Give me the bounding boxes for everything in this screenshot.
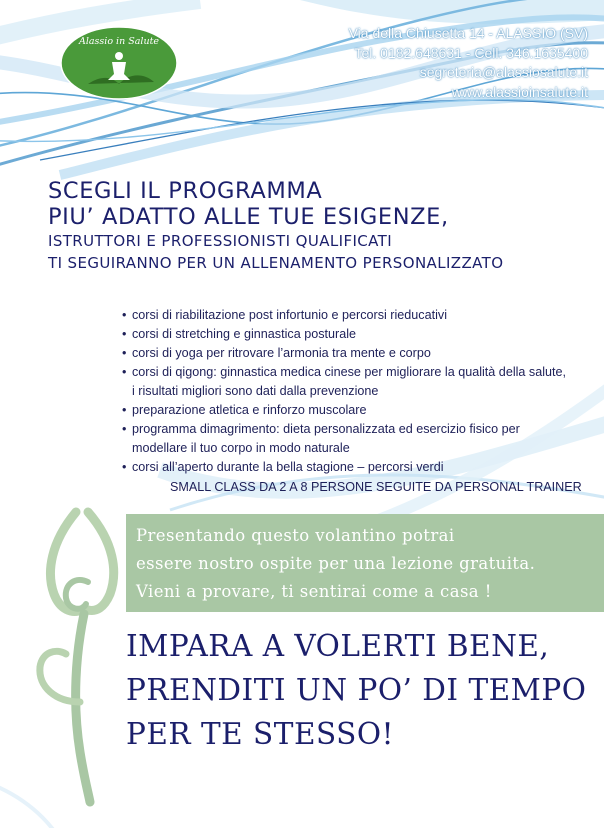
email-link[interactable]: segreteria@alassiosalute.it	[419, 64, 588, 80]
tagline-line-2: PRENDITI UN PO’ DI TEMPO	[126, 673, 587, 707]
alassio-in-salute-logo	[58, 24, 180, 102]
course-text: corsi di yoga per ritrovare l’armonia tra mente e corpo	[132, 346, 431, 360]
course-list	[124, 306, 602, 477]
tagline-line-3: PER TE STESSO!	[126, 717, 394, 751]
promo-line-3: Vieni a provare, ti sentirai come a casa !	[136, 582, 492, 601]
headline-line-2: PIU’ ADATTO ALLE TUE ESIGENZE,	[48, 204, 449, 230]
phone-numbers: Tel. 0182.648631 - Cell. 346.1635400	[354, 44, 588, 61]
course-text: corsi di stretching e ginnastica posturale	[132, 327, 357, 341]
course-item	[124, 325, 602, 344]
course-text-continued: modellare il tuo corpo in modo naturale	[132, 441, 350, 455]
headline-line-1: SCEGLI IL PROGRAMMA	[48, 178, 323, 204]
promo-line-1: Presentando questo volantino potrai	[136, 526, 455, 545]
course-item	[124, 363, 602, 401]
tagline	[126, 624, 586, 756]
logo-text: Alassio in Salute	[78, 36, 160, 47]
address: Via della Chiusetta 14 - ALASSIO (SV)	[348, 25, 588, 41]
course-item	[124, 306, 602, 325]
course-text: corsi all’aperto durante la bella stagione – percorsi verdi	[132, 460, 444, 474]
course-item	[124, 420, 602, 458]
yoga-tree-pose-icon	[26, 502, 136, 808]
headline-line-3: ISTRUTTORI E PROFESSIONISTI QUALIFICATI	[48, 232, 393, 250]
headline-line-4: TI SEGUIRANNO PER UN ALLENAMENTO PERSONALIZZATO	[48, 254, 504, 272]
headline	[48, 178, 503, 274]
course-text: programma dimagrimento: dieta personalizzata ed esercizio fisico per	[132, 422, 520, 436]
promo-line-2: essere nostro ospite per una lezione gratuita.	[136, 554, 536, 573]
promo-box	[126, 514, 604, 612]
course-text: corsi di qigong: ginnastica medica cinese per migliorare la qualità della salute,	[132, 365, 567, 379]
small-class-note: SMALL CLASS DA 2 A 8 PERSONE SEGUITE DA PERSONAL TRAINER	[170, 480, 582, 494]
contact-block	[349, 24, 588, 102]
tagline-line-1: IMPARA A VOLERTI BENE,	[126, 629, 550, 663]
course-text: preparazione atletica e rinforzo muscolare	[132, 403, 367, 417]
course-text: corsi di riabilitazione post infortunio e percorsi rieducativi	[132, 308, 447, 322]
course-text-continued: i risultati migliori sono dati dalla prevenzione	[132, 384, 379, 398]
course-item	[124, 344, 602, 363]
website-link[interactable]: www.alassioinsalute.it	[451, 83, 588, 100]
course-item	[124, 401, 602, 420]
course-item	[124, 458, 602, 477]
